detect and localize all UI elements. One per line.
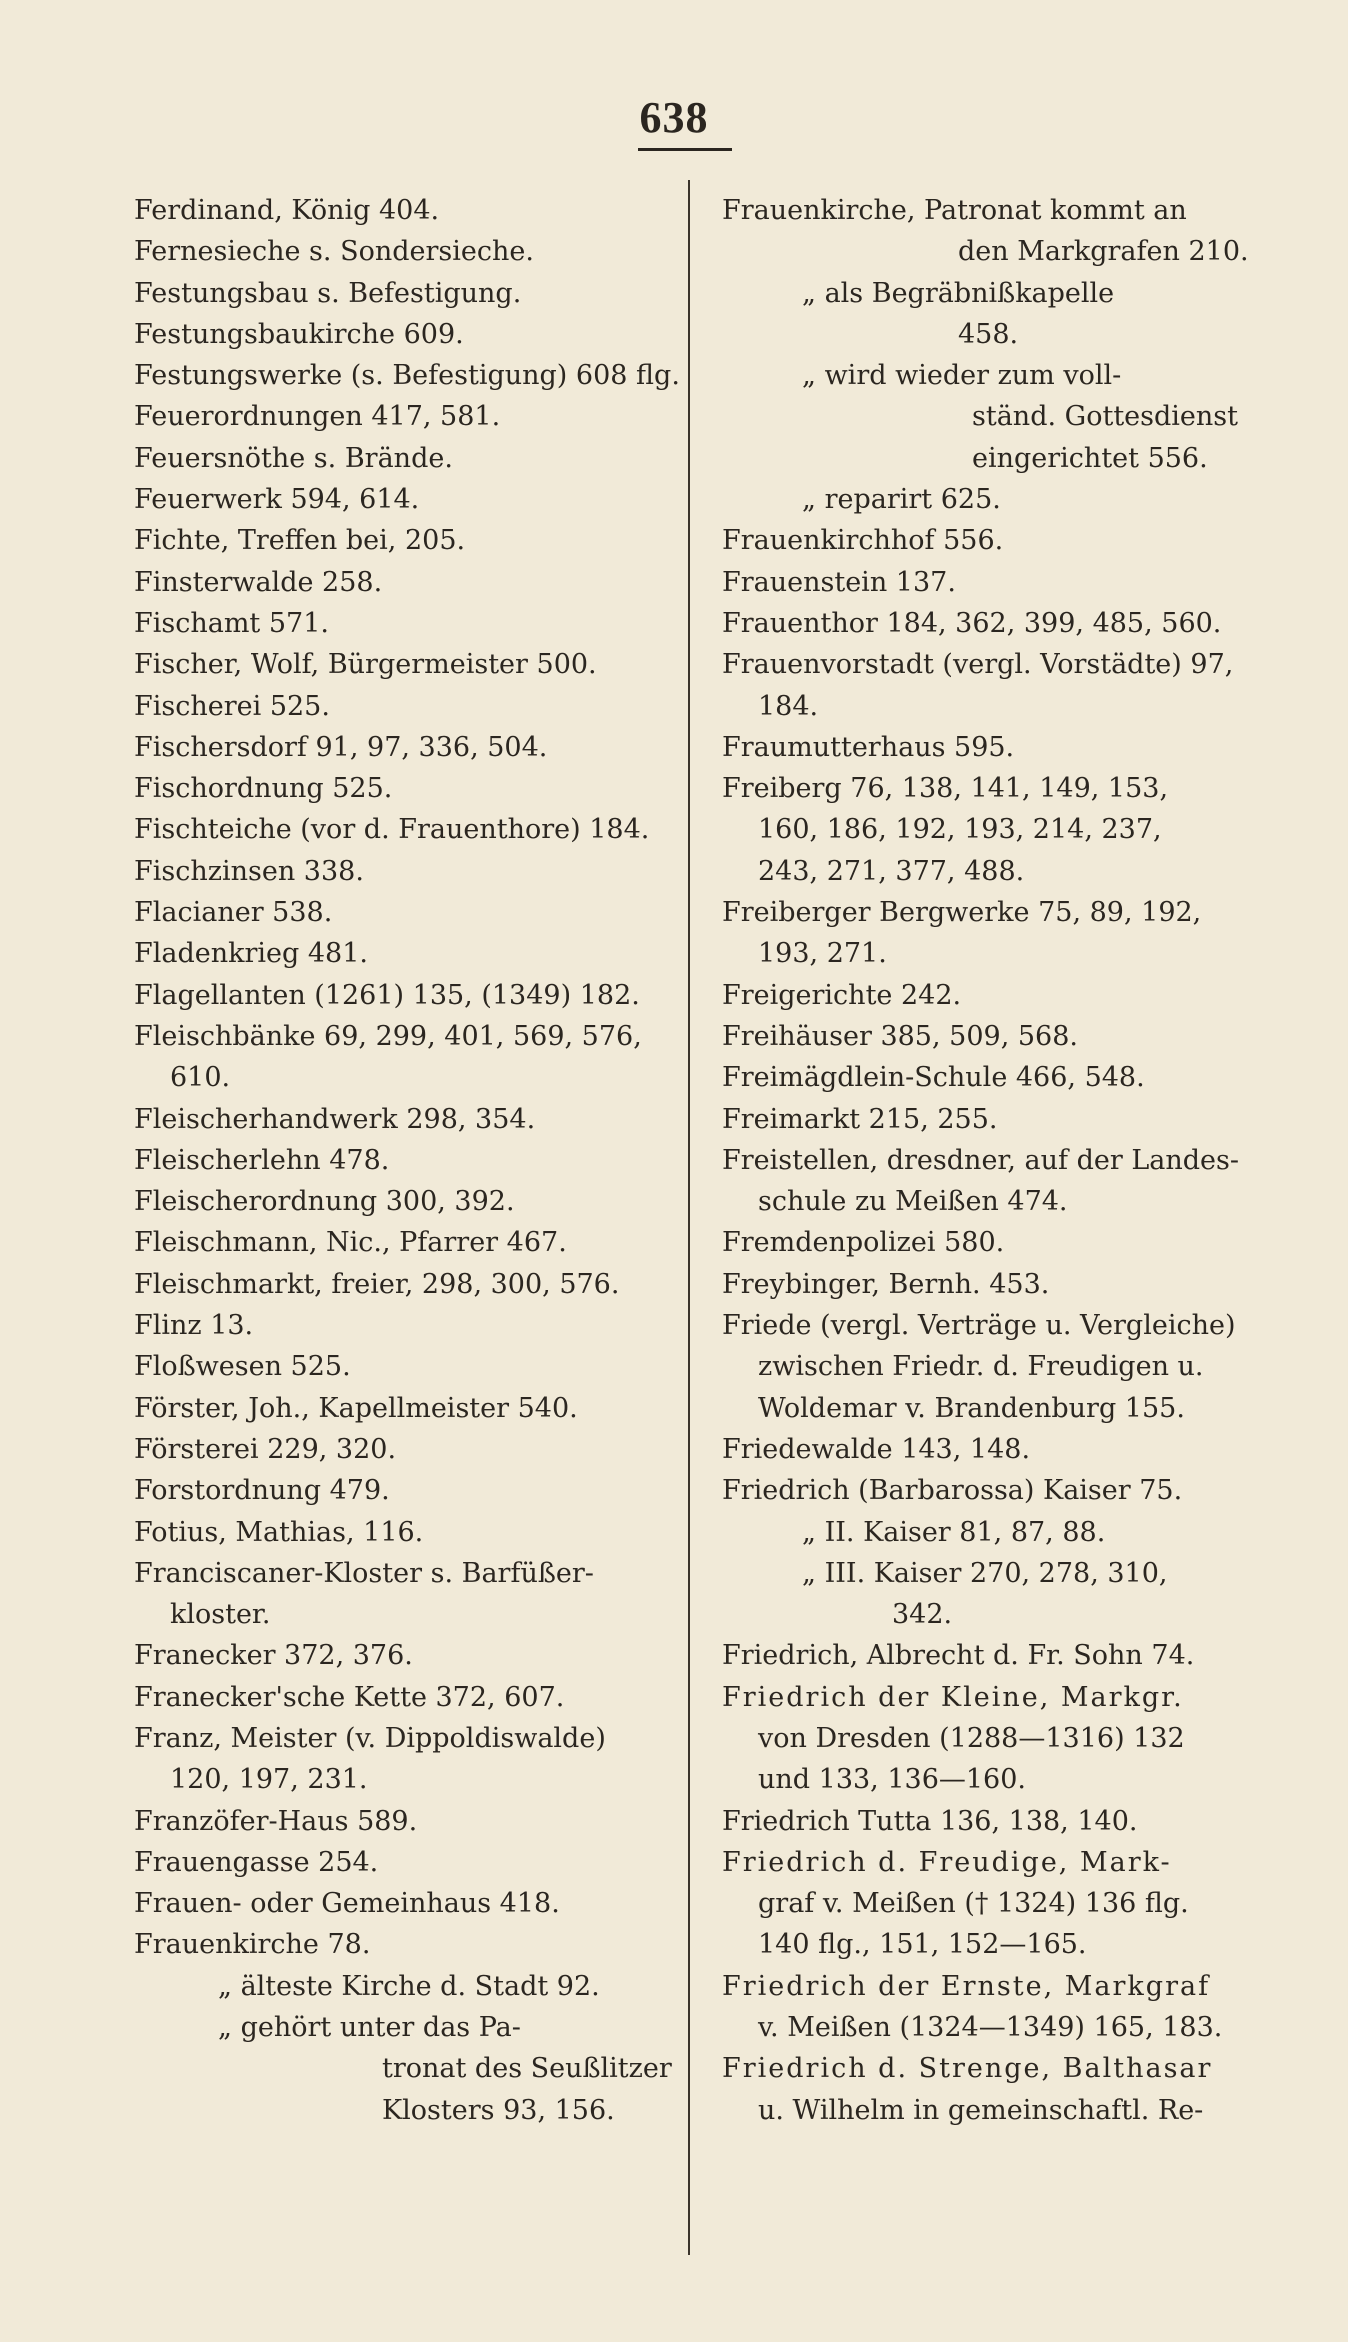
index-entry: Flacianer 538. [134, 897, 333, 929]
column-divider [688, 180, 690, 2255]
index-entry: Frauenkirche 78. [134, 1929, 371, 1961]
index-entry: Finsterwalde 258. [134, 566, 383, 598]
index-column-left [134, 190, 680, 2131]
index-entry: Friedrich, Albrecht d. Fr. Sohn 74. [722, 1640, 1195, 1672]
index-entry: Freihäuser 385, 509, 568. [722, 1020, 1078, 1052]
index-entry: Frauenstein 137. [722, 566, 956, 598]
index-entry: Flinz 13. [134, 1310, 254, 1342]
index-entry: Festungsbaukirche 609. [134, 318, 464, 350]
index-entry-continuation: v. Meißen (1324—1349) 165, 183. [758, 2012, 1223, 2044]
index-entry: Friedrich der Ernste, Markgraf [722, 1970, 1211, 2002]
index-entry-continuation: 610. [170, 1062, 231, 1094]
index-entry-continuation: und 133, 136—160. [758, 1764, 1026, 1796]
index-subentry: „ als Begräbnißkapelle [802, 277, 1115, 309]
index-entry-continuation: 160, 186, 192, 193, 214, 237, [758, 814, 1162, 846]
index-entry: Fleischerlehn 478. [134, 1144, 390, 1176]
index-entry: Friedrich d. Freudige, Mark- [722, 1846, 1172, 1878]
index-entry: Franecker'sche Kette 372, 607. [134, 1681, 565, 1713]
index-entry: Freybinger, Bernh. 453. [722, 1268, 1050, 1300]
index-entry: Fischteiche (vor d. Frauenthore) 184. [134, 814, 650, 846]
page-number: 638 [639, 93, 709, 142]
index-entry-continuation: 243, 271, 377, 488. [758, 855, 1025, 887]
index-subentry: „ II. Kaiser 81, 87, 88. [802, 1516, 1106, 1548]
index-entry-continuation: 184. [758, 690, 819, 722]
index-entry: Feuerordnungen 417, 581. [134, 401, 501, 433]
index-entry: Fischersdorf 91, 97, 336, 504. [134, 731, 548, 763]
index-entry-continuation: von Dresden (1288—1316) 132 [758, 1722, 1185, 1754]
index-entry-continuation: zwischen Friedr. d. Freudigen u. [758, 1351, 1204, 1383]
index-entry: Fichte, Treffen bei, 205. [134, 525, 466, 557]
index-entry: Franecker 372, 376. [134, 1640, 413, 1672]
index-entry: Friedrich (Barbarossa) Kaiser 75. [722, 1475, 1183, 1507]
index-entry: Frauenkirche, Patronat kommt an [722, 195, 1187, 226]
index-entry-continuation: Woldemar v. Brandenburg 155. [758, 1392, 1185, 1424]
index-entry-continuation: eingerichtet 556. [972, 442, 1208, 474]
index-entry-continuation: 120, 197, 231. [170, 1764, 368, 1796]
index-entry-continuation: ständ. Gottesdienst [972, 401, 1238, 433]
index-entry-continuation: 193, 271. [758, 938, 887, 970]
index-entry-continuation: Klosters 93, 156. [382, 2094, 615, 2126]
index-entry: Frauenthor 184, 362, 399, 485, 560. [722, 607, 1222, 639]
index-entry: Frauenvorstadt (vergl. Vorstädte) 97, [722, 649, 1234, 681]
index-entry: Franz, Meister (v. Dippoldiswalde) [134, 1722, 606, 1754]
index-entry: Friedrich d. Strenge, Balthasar [722, 2053, 1213, 2085]
index-entry: Fleischerhandwerk 298, 354. [134, 1103, 536, 1135]
index-entry: Fleischmann, Nic., Pfarrer 467. [134, 1227, 567, 1259]
index-entry: Frauenkirchhof 556. [722, 525, 1004, 557]
index-entry: Freimägdlein-Schule 466, 548. [722, 1062, 1145, 1094]
index-entry: Fischer, Wolf, Bürgermeister 500. [134, 649, 597, 681]
index-entry-continuation: tronat des Seußlitzer [382, 2053, 672, 2085]
index-entry: Fremdenpolizei 580. [722, 1227, 1005, 1259]
index-entry: Fleischmarkt, freier, 298, 300, 576. [134, 1268, 620, 1300]
index-entry: Fischerei 525. [134, 690, 330, 722]
index-subentry: „ reparirt 625. [802, 484, 1001, 516]
index-entry: Feuerwerk 594, 614. [134, 484, 420, 516]
index-entry-continuation: schule zu Meißen 474. [758, 1186, 1068, 1218]
index-entry-continuation: kloster. [170, 1599, 271, 1631]
index-entry: Forstordnung 479. [134, 1475, 390, 1507]
index-entry: Friedewalde 143, 148. [722, 1433, 1031, 1465]
index-entry: Fischamt 571. [134, 607, 329, 639]
index-entry-continuation: 342. [892, 1599, 953, 1631]
index-entry: Flagellanten (1261) 135, (1349) 182. [134, 979, 640, 1011]
index-entry: Friede (vergl. Verträge u. Vergleiche) [722, 1310, 1236, 1342]
index-entry: Frauengasse 254. [134, 1846, 379, 1878]
index-entry: Freistellen, dresdner, auf der Landes- [722, 1144, 1239, 1176]
index-entry-continuation: 140 flg., 151, 152—165. [758, 1929, 1087, 1961]
index-entry: Floßwesen 525. [134, 1351, 351, 1383]
index-entry: Frauen- oder Gemeinhaus 418. [134, 1888, 560, 1920]
index-entry: Freiberger Bergwerke 75, 89, 192, [722, 897, 1202, 929]
index-entry-continuation: graf v. Meißen († 1324) 136 flg. [758, 1888, 1189, 1920]
index-entry-continuation: 458. [958, 318, 1019, 350]
index-entry: Festungswerke (s. Befestigung) 608 flg. [134, 360, 680, 392]
index-entry: Festungsbau s. Befestigung. [134, 277, 522, 309]
index-entry: Freimarkt 215, 255. [722, 1103, 998, 1135]
index-entry: Fotius, Mathias, 116. [134, 1516, 424, 1548]
index-subentry: „ wird wieder zum voll- [802, 360, 1122, 392]
index-entry: Feuersnöthe s. Brände. [134, 442, 453, 474]
index-entry: Freiberg 76, 138, 141, 149, 153, [722, 773, 1169, 805]
index-subentry: „ älteste Kirche d. Stadt 92. [218, 1970, 600, 2002]
index-entry: Försterei 229, 320. [134, 1433, 397, 1465]
index-entry: Fleischerordnung 300, 392. [134, 1186, 515, 1218]
index-subentry: „ III. Kaiser 270, 278, 310, [802, 1557, 1168, 1589]
index-entry: Friedrich Tutta 136, 138, 140. [722, 1805, 1138, 1837]
index-entry: Friedrich der Kleine, Markgr. [722, 1681, 1184, 1713]
index-entry: Fraumutterhaus 595. [722, 731, 1015, 763]
index-entry: Fladenkrieg 481. [134, 938, 368, 970]
index-column-right [722, 190, 1266, 2131]
index-entry: Ferdinand, König 404. [134, 195, 440, 226]
index-entry: Fischordnung 525. [134, 773, 393, 805]
index-entry: Fernesieche s. Sondersieche. [134, 236, 534, 268]
index-entry: Franciscaner-Kloster s. Barfüßer- [134, 1557, 594, 1589]
index-entry-continuation: den Markgrafen 210. [958, 236, 1249, 268]
index-entry: Fleischbänke 69, 299, 401, 569, 576, [134, 1020, 642, 1052]
index-entry: Fischzinsen 338. [134, 855, 364, 887]
index-subentry: „ gehört unter das Pa- [218, 2012, 521, 2044]
index-entry: Freigerichte 242. [722, 979, 962, 1011]
index-entry: Franzöfer-Haus 589. [134, 1805, 418, 1837]
index-entry-continuation: u. Wilhelm in gemeinschaftl. Re- [758, 2094, 1204, 2126]
index-entry: Förster, Joh., Kapellmeister 540. [134, 1392, 578, 1424]
page-number-rule [638, 148, 732, 151]
